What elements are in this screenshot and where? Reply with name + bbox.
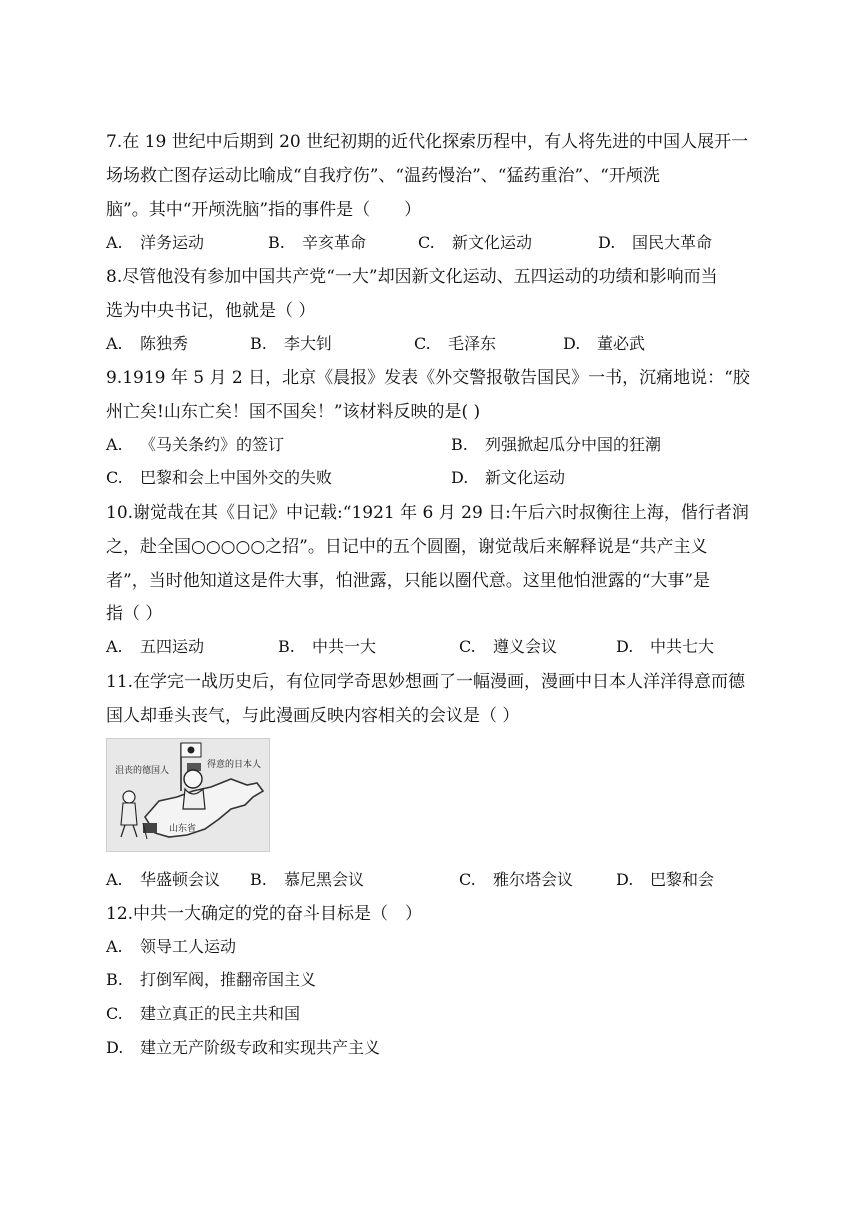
q10-option-a: A. 五四运动: [106, 637, 205, 656]
q10-option-d: D. 中共七大: [616, 637, 715, 656]
german-figure-body: [121, 803, 137, 825]
q10-option-b: B. 中共一大: [278, 637, 377, 656]
q11-stem-line-2: 国人却垂头丧气，与此漫画反映内容相关的会议是（ ）: [106, 706, 520, 726]
q12-option-a: A. 领导工人运动: [106, 937, 237, 956]
q12-option-c: C. 建立真正的民主共和国: [106, 1004, 301, 1023]
label-province: 山东省: [169, 824, 197, 834]
q8-option-a: A. 陈独秀: [106, 334, 189, 353]
q9-option-d: D. 新文化运动: [451, 468, 566, 487]
q10-stem-line-4: 指（ ）: [106, 604, 163, 624]
q11-option-a: A. 华盛顿会议: [106, 870, 221, 889]
q10-stem-line-2: 之，赴全国○○○○○之招”。日记中的五个圆圈，谢觉哉后来解释说是“共产主义: [106, 537, 708, 557]
q7-stem-line-2: 场场救亡图存运动比喻成“自我疗伤”、“温药慢治”、“猛药重治”、“开颅洗: [106, 166, 660, 186]
japanese-figure-head: [184, 770, 202, 788]
q8-option-d: D. 董必武: [563, 334, 646, 353]
q7-option-b: B. 辛亥革命: [268, 233, 367, 252]
q8-stem-line-2: 选为中央书记，他就是（ ）: [106, 301, 316, 321]
q11-option-c: C. 雅尔塔会议: [459, 870, 574, 889]
q10-option-c: C. 遵义会议: [459, 637, 558, 656]
q9-option-a: A. 《马关条约》的签订: [106, 435, 285, 454]
q7-option-c: C. 新文化运动: [418, 233, 533, 252]
cartoon-figure: [106, 738, 270, 852]
german-figure-head: [123, 791, 135, 803]
q9-option-c: C. 巴黎和会上中国外交的失败: [106, 468, 333, 487]
q11-stem-line-1: 11.在学完一战历史后，有位同学奇思妙想画了一幅漫画，漫画中日本人洋洋得意而德: [106, 672, 746, 692]
q7-option-a: A. 洋务运动: [106, 233, 205, 252]
q8-option-b: B. 李大钊: [250, 334, 333, 353]
q12-option-b: B. 打倒军阀，推翻帝国主义: [106, 970, 317, 989]
q7-option-d: D. 国民大革命: [598, 233, 713, 252]
q9-stem-line-2: 州亡矣!山东亡矣！国不国矣！”该材料反映的是( ): [106, 402, 481, 422]
q12-option-d: D. 建立无产阶级专政和实现共产主义: [106, 1038, 381, 1057]
japan-flag-sun: [188, 747, 195, 754]
q11-option-b: B. 慕尼黑会议: [250, 870, 365, 889]
q12-stem-line-1: 12.中共一大确定的党的奋斗目标是（ ）: [106, 904, 423, 924]
q10-stem-line-3: 者”，当时他知道这是件大事，怕泄露，只能以圈代意。这里他怕泄露的“大事”是: [106, 571, 711, 591]
q7-stem-line-1: 7.在 19 世纪中后期到 20 世纪初期的近代化探索历程中，有人将先进的中国人展开一: [106, 132, 749, 152]
q8-stem-line-1: 8.尽管他没有参加中国共产党“一大”却因新文化运动、五四运动的功绩和影响而当: [106, 267, 718, 287]
label-japanese: 得意的日本人: [207, 760, 262, 770]
q10-stem-line-1: 10.谢觉哉在其《日记》中记载:“1921 年 6 月 29 日:午后六时叔衡往上海，偕行者润: [106, 503, 749, 523]
q7-stem-line-3: 脑”。其中“开颅洗脑”指的事件是（ ）: [106, 200, 422, 220]
cartoon-image: [107, 739, 269, 851]
label-german: 沮丧的德国人: [115, 766, 170, 776]
q11-option-d: D. 巴黎和会: [616, 870, 715, 889]
q8-option-c: C. 毛泽东: [414, 334, 497, 353]
q9-stem-line-1: 9.1919 年 5 月 2 日，北京《晨报》发表《外交警报敬告国民》一书，沉痛地说：“胶: [106, 368, 750, 388]
q9-option-b: B. 列强掀起瓜分中国的狂潮: [451, 435, 662, 454]
